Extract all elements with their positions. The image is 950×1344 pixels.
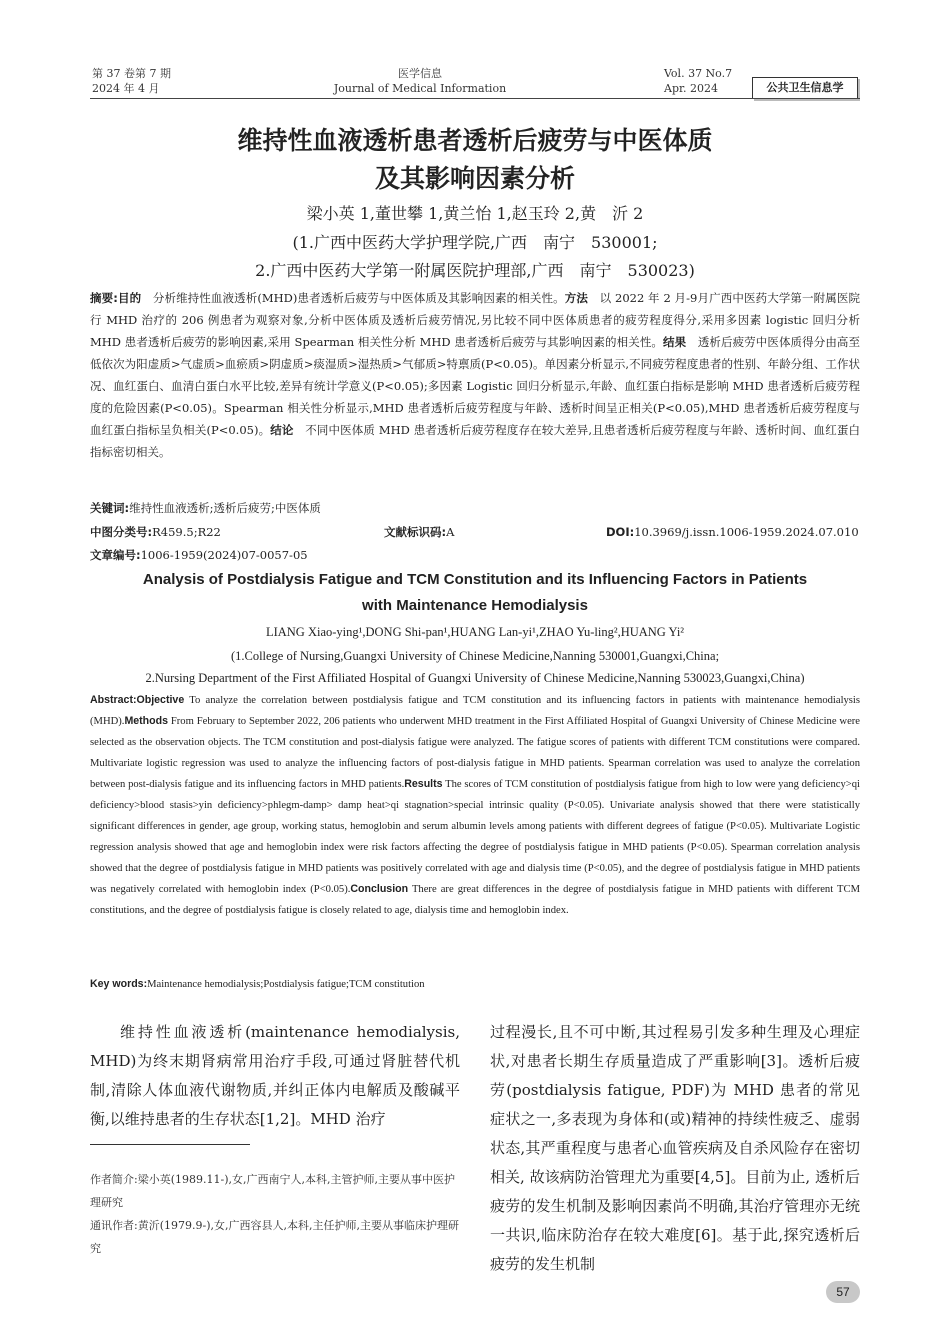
en-keywords-value: Maintenance hemodialysis;Postdialysis fatigue;TCM constitution bbox=[147, 979, 425, 990]
article-number-label: 文章编号: bbox=[90, 548, 141, 562]
english-affiliation-line2: 2.Nursing Department of the First Affiliated Hospital of Guangxi University of Chinese Medicine,Nanning 530023,Guangxi,China) bbox=[145, 671, 805, 685]
body-column-right: 过程漫长,且不可中断,其过程易引发多种生理及心理症状,对患者长期生存质量造成了严重影响[3]。透析后疲劳(postdialysis fatigue, PDF)为 MHD 患者的常见症状之一,多表现为身体和(或)精神的持续性疲乏、虚弱状态,其严重程度与患者心血管疾病及自杀风险存在密切相关, 故该病防治管理尤为重要[4,5]。目前为止, 透析后疲劳的发生机制及影响因素尚不明确,其治疗管理亦无统一共识,临床防治存在较大难度[6]。基于此,探究透析后疲劳的发生机制 bbox=[490, 1023, 860, 1273]
section-badge: 公共卫生信息学 bbox=[752, 77, 858, 99]
clc-label: 中图分类号: bbox=[90, 525, 153, 539]
doi-label: DOI: bbox=[606, 525, 635, 539]
methods-label: 方法 bbox=[564, 291, 588, 305]
journal-name-en: Journal of Medical Information bbox=[333, 82, 507, 95]
en-conclusion-text: There are great differences in the degree of postdialysis fatigue in MHD patients with different TCM constitutions, and the degree of postdialysis fatigue is closely related to age, dialysis time and hemoglobin index. bbox=[90, 884, 860, 916]
en-objective-text: To analyze the correlation between postdialysis fatigue and TCM constitution and its influencing factors in patients with maintenance hemodialysis (MHD). bbox=[90, 695, 860, 727]
clc-value: R459.5;R22 bbox=[152, 525, 221, 539]
abstract-label: 摘要: bbox=[90, 291, 118, 305]
doc-code-value: A bbox=[446, 525, 455, 539]
conclusion-text: 不同中医体质 MHD 患者透析后疲劳程度存在较大差异,且患者透析后疲劳程度与年龄、透析时间、血红蛋白指标密切相关。 bbox=[90, 423, 860, 459]
issue-volume: 第 37 卷第 7 期 bbox=[92, 67, 171, 80]
affiliation-line2: 2.广西中医药大学第一附属医院护理部,广西 南宁 530023) bbox=[255, 261, 695, 280]
article-number-value: 1006-1959(2024)07-0057-05 bbox=[140, 548, 308, 562]
document-code bbox=[384, 522, 454, 542]
en-conclusion-label: Conclusion bbox=[350, 883, 409, 895]
conclusion-label: 结论 bbox=[270, 423, 294, 437]
keywords-label: 关键词: bbox=[90, 501, 130, 515]
english-title-line1: Analysis of Postdialysis Fatigue and TCM Constitution and its Influencing Factors in Patients bbox=[142, 571, 808, 588]
issue-date-en: Apr. 2024 bbox=[664, 82, 719, 95]
affiliation-line1: (1.广西中医药大学护理学院,广西 南宁 530001; bbox=[292, 233, 658, 252]
objective-text: 分析维持性血液透析(MHD)患者透析后疲劳与中医体质及其影响因素的相关性。 bbox=[152, 291, 565, 305]
body-column-left: 维持性血液透析(maintenance hemodialysis, MHD)为终末期肾病常用治疗手段,可通过肾脏替代机制,清除人体血液代谢物质,并纠正体内电解质及酸碱平衡,以维持患者的生存状态[1,2]。MHD 治疗 bbox=[90, 1023, 460, 1128]
doi[interactable] bbox=[606, 522, 859, 542]
keywords-value: 维持性血液透析;透析后疲劳;中医体质 bbox=[129, 501, 321, 515]
author-list: 梁小英 1,董世攀 1,黄兰怡 1,赵玉玲 2,黄 沂 2 bbox=[306, 204, 644, 223]
abstract-en bbox=[90, 690, 860, 921]
article-number bbox=[90, 545, 308, 565]
en-objective-label: Objective bbox=[136, 694, 185, 706]
footnote-divider bbox=[90, 1144, 250, 1145]
results-label: 结果 bbox=[663, 335, 687, 349]
page-number: 57 bbox=[826, 1281, 860, 1303]
methods-text: 以 2022 年 2 月-9月广西中医药大学第一附属医院行 MHD 治疗的 206 例患者为观察对象,分析中医体质及透析后疲劳情况,另比较不同中医体质患者的疲劳程度得分,采用多因素 logistic 回归分析 MHD 患者透析后疲劳的影响因素,采用 Spearman 相关性分析 MHD 患者透析后疲劳与其影响因素的相关性。 bbox=[90, 291, 861, 349]
keywords-en bbox=[90, 974, 860, 995]
article-title-line1: 维持性血液透析患者透析后疲劳与中医体质 bbox=[237, 126, 713, 155]
issue-date: 2024 年 4 月 bbox=[92, 82, 160, 95]
en-keywords-label: Key words: bbox=[90, 978, 148, 990]
abstract-cn bbox=[90, 287, 860, 463]
english-affiliation-line1: (1.College of Nursing,Guangxi University of Chinese Medicine,Nanning 530001,Guangxi,China; bbox=[230, 649, 720, 663]
english-title-line2: with Maintenance Hemodialysis bbox=[362, 597, 588, 614]
keywords-cn bbox=[90, 498, 321, 518]
footnote-author-intro: 作者简介:梁小英(1989.11-),女,广西南宁人,本科,主管护师,主要从事中医护理研究 bbox=[90, 1173, 455, 1209]
journal-issue-en bbox=[664, 66, 732, 96]
objective-label: 目的 bbox=[117, 291, 142, 305]
issue-volume-en: Vol. 37 No.7 bbox=[664, 67, 733, 80]
en-methods-label: Methods bbox=[124, 715, 168, 727]
en-abstract-label: Abstract: bbox=[90, 694, 137, 706]
header-divider bbox=[90, 98, 860, 99]
en-results-text: The scores of TCM constitution of postdialysis fatigue from high to low were yang deficiency>qi deficiency>blood stasis>yin deficiency>phlegm-damp> damp heat>qi stagnation>special intrinsic quality (P<0.05). Univariate analysis showed that there were statistically significant differences in gender, age group, working status, hemoglobin and serum albumin levels among patients with different degrees of fatigue (P<0.05). Multivariate Logistic regression analysis showed that age and hemoglobin index were risk factors affecting the degree of postdialysis fatigue in MHD patients (P<0.05). Spearman correlation analysis showed that the degree of postdialysis fatigue in MHD patients was positively correlated with age and dialysis time (P<0.05), and the degree of postdialysis fatigue in MHD patients was negatively correlated with hemoglobin index (P<0.05). bbox=[90, 779, 860, 895]
en-results-label: Results bbox=[404, 778, 443, 790]
footnote-corresponding-author: 通讯作者:黄沂(1979.9-),女,广西容县人,本科,主任护师,主要从事临床护理研究 bbox=[90, 1219, 459, 1255]
journal-name-cn: 医学信息 bbox=[398, 67, 442, 80]
doi-value[interactable]: 10.3969/j.issn.1006-1959.2024.07.010 bbox=[634, 525, 859, 539]
article-title-line2: 及其影响因素分析 bbox=[374, 164, 575, 193]
en-methods-text: From February to September 2022, 206 patients who underwent MHD treatment in the First Affiliated Hospital of Guangxi University of Chinese Medicine were selected as the observation objects. The TCM constitution and post-dialysis fatigue were analyzed. The fatigue scores of patients with different TCM constitutions were compared. Multivariate logistic regression was used to analyze the influencing factors of post-dialysis fatigue in MHD patients. Spearman correlation was used to analyze the correlation between post-dialysis fatigue and its influencing factors in MHD patients. bbox=[90, 716, 860, 790]
english-authors: LIANG Xiao-ying¹,DONG Shi-pan¹,HUANG Lan-yi¹,ZHAO Yu-ling²,HUANG Yi² bbox=[265, 625, 685, 639]
results-text: 透析后疲劳中医体质得分由高至低依次为阳虚质>气虚质>血瘀质>阴虚质>痰湿质>湿热质>气郁质>特禀质(P<0.05)。单因素分析显示,不同疲劳程度患者的性别、年龄分组、工作状况、血红蛋白、血清白蛋白水平比较,差异有统计学意义(P<0.05);多因素 Logistic 回归分析显示,年龄、血红蛋白指标是影响 MHD 患者透析后疲劳程度的危险因素(P<0.05)。Spearman 相关性分析显示,MHD 患者透析后疲劳程度与年龄、透析时间呈正相关(P<0.05),MHD 患者透析后疲劳程度与血红蛋白指标呈负相关(P<0.05)。 bbox=[90, 335, 861, 437]
doc-code-label: 文献标识码: bbox=[384, 525, 447, 539]
clc-number bbox=[90, 522, 221, 542]
